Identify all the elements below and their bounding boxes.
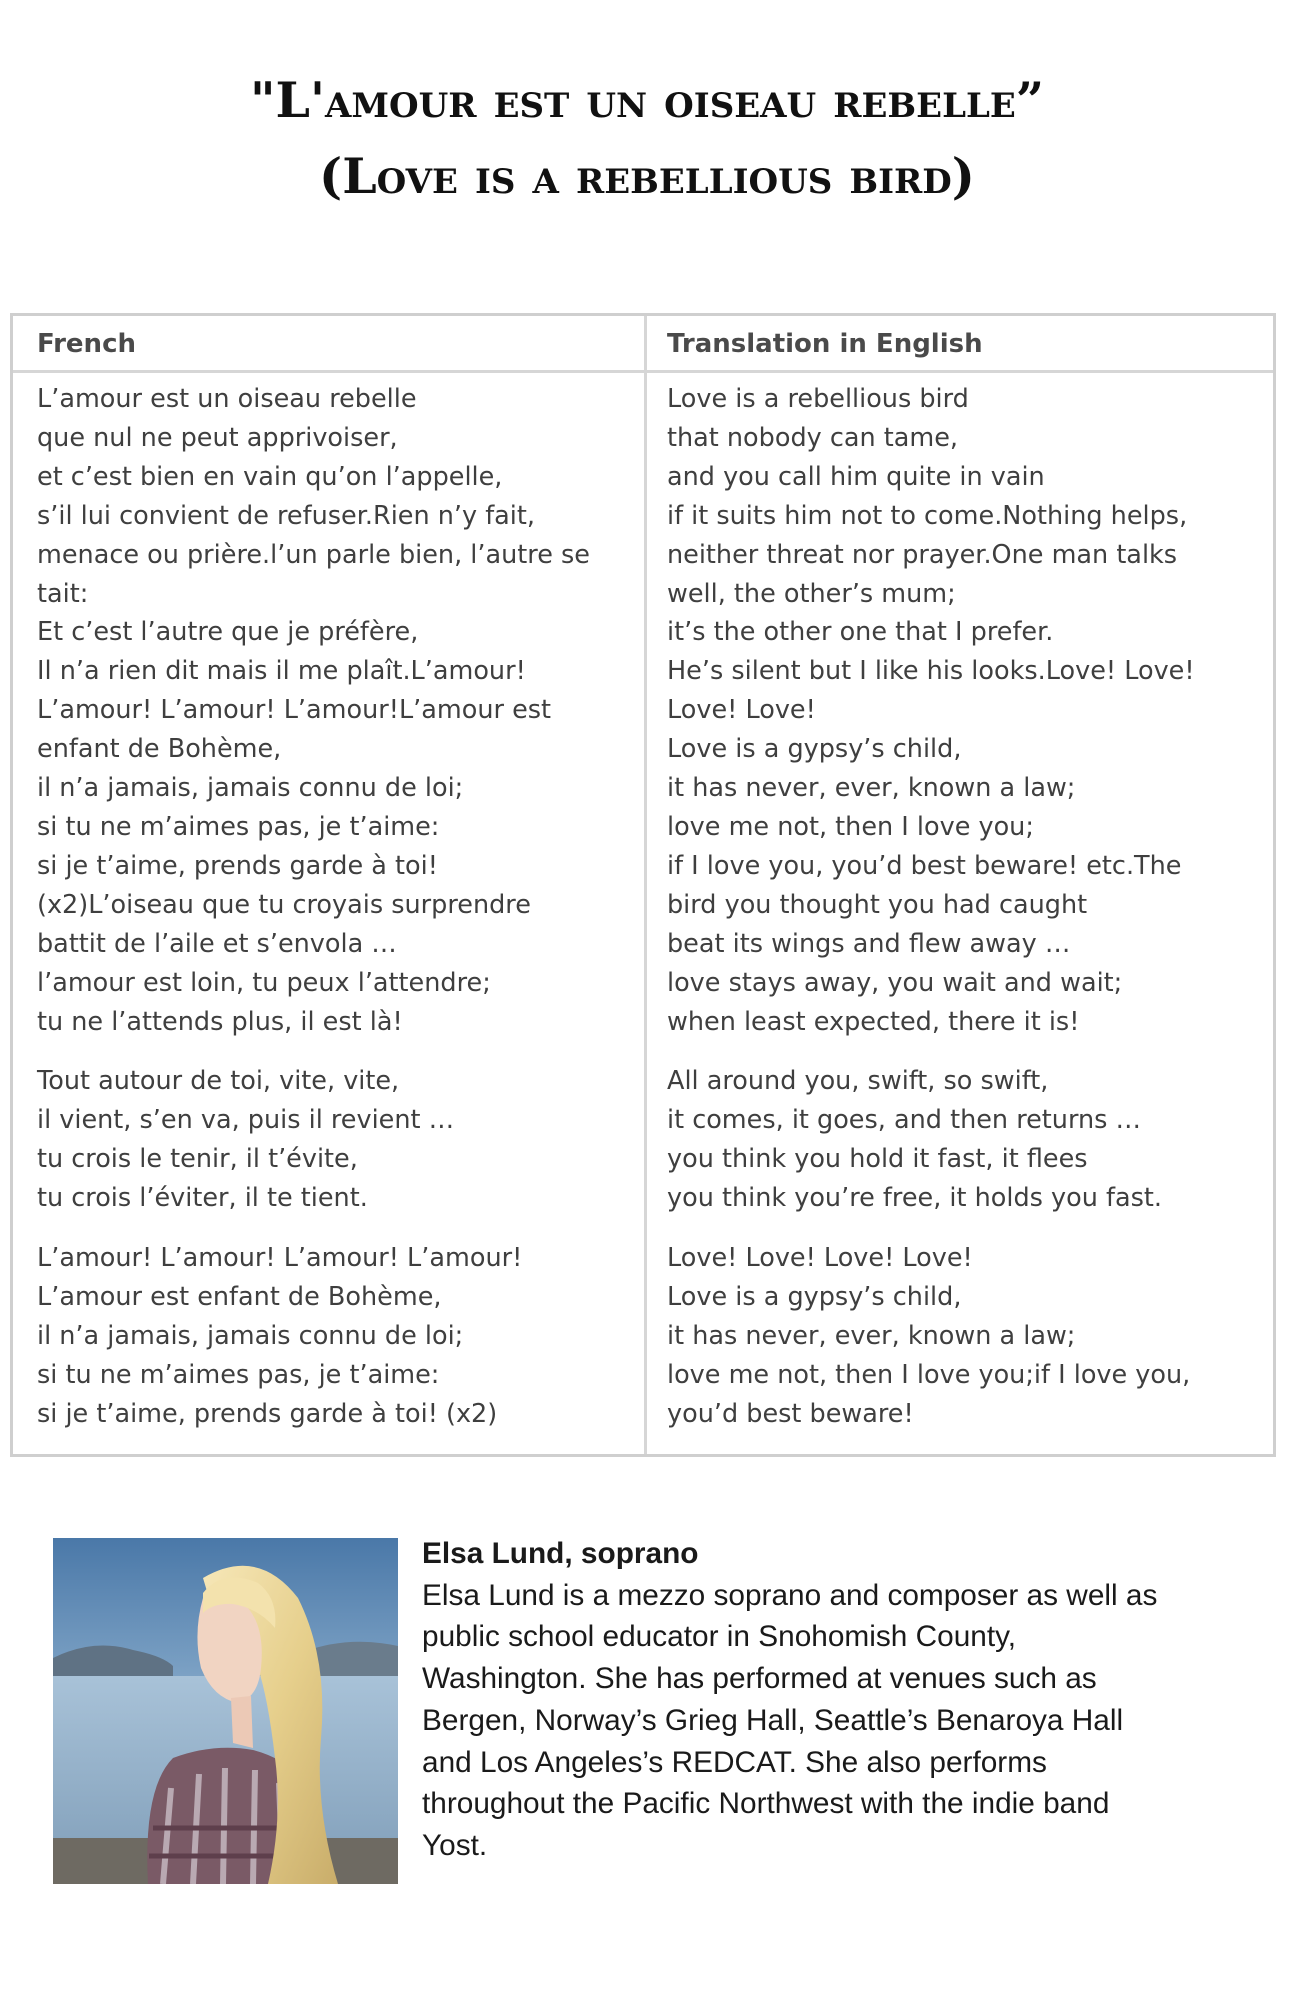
english-lyrics-column: [667, 380, 1267, 1434]
page-title: [0, 62, 1294, 214]
french-lyric-line: battit de l’aile et s’envola …: [37, 928, 397, 959]
bio-line: Washington. She has performed at venues such as: [422, 1662, 1097, 1696]
english-lyric-line: you think you’re free, it holds you fast.: [667, 1183, 1162, 1214]
english-lyric-line: it’s the other one that I prefer.: [667, 617, 1054, 648]
french-lyric-line: si tu ne m’aimes pas, je t’aime:: [37, 811, 440, 842]
french-lyric-line: L’amour est enfant de Bohème,: [37, 1281, 442, 1312]
bio-line: public school educator in Snohomish County,: [422, 1620, 1017, 1654]
english-lyric-line: Love! Love! Love! Love!: [667, 1243, 973, 1274]
english-lyric-line: love stays away, you wait and wait;: [667, 967, 1123, 998]
english-lyric-line: if it suits him not to come.Nothing helps,: [667, 500, 1188, 531]
english-lyric-line: Love is a rebellious bird: [667, 384, 969, 414]
lyrics-table: [10, 313, 1276, 1457]
bio-line: and Los Angeles’s REDCAT. She also performs: [422, 1745, 1047, 1779]
french-lyric-line: (x2)L’oiseau que tu croyais surprendre: [37, 889, 531, 920]
french-lyric-line: Et c’est l’autre que je préfère,: [37, 617, 419, 648]
french-stanza: [37, 1062, 637, 1218]
french-lyric-line: il vient, s’en va, puis il revient …: [37, 1105, 455, 1136]
french-lyric-line: tu crois le tenir, il t’évite,: [37, 1144, 358, 1175]
english-lyric-line: Love is a gypsy’s child,: [667, 734, 962, 765]
english-lyric-line: you think you hold it fast, it flees: [667, 1144, 1088, 1175]
english-column-header: Translation in English: [667, 329, 983, 359]
french-lyric-line: si je t’aime, prends garde à toi! (x2): [37, 1398, 498, 1429]
english-lyric-line: you’d best beware!: [667, 1398, 914, 1429]
english-lyric-line: bird you thought you had caught: [667, 889, 1088, 920]
french-lyric-line: l’amour est loin, tu peux l’attendre;: [37, 967, 491, 998]
column-divider: [644, 316, 647, 1454]
english-lyric-line: love me not, then I love you;if I love you,: [667, 1359, 1191, 1390]
title-line-english: (Love is a rebellious bird): [319, 147, 975, 205]
french-lyric-line: si tu ne m’aimes pas, je t’aime:: [37, 1359, 440, 1390]
performer-bio-text: [422, 1575, 1272, 1867]
bio-line: Yost.: [422, 1828, 488, 1862]
english-stanza: [667, 1239, 1267, 1434]
english-lyric-line: that nobody can tame,: [667, 422, 958, 453]
bio-line: throughout the Pacific Northwest with the indie band: [422, 1787, 1110, 1821]
french-lyric-line: L’amour! L’amour! L’amour! L’amour!: [37, 1243, 523, 1274]
english-lyric-line: love me not, then I love you;: [667, 811, 1034, 842]
french-stanza: [37, 380, 637, 1041]
french-stanza: [37, 1239, 637, 1434]
french-lyric-line: tu ne l’attends plus, il est là!: [37, 1006, 403, 1037]
french-lyric-line: tu crois l’éviter, il te tient.: [37, 1183, 368, 1214]
english-lyric-line: if I love you, you’d best beware! etc.The: [667, 850, 1182, 881]
singer-portrait-photo: [53, 1538, 398, 1884]
french-lyrics-column: [37, 380, 637, 1434]
title-line-french: "L'amour est un oiseau rebelle”: [249, 71, 1044, 129]
french-lyric-line: enfant de Bohème,: [37, 734, 282, 765]
french-lyric-line: tait:: [37, 578, 89, 609]
english-lyric-line: Love! Love!: [667, 695, 816, 726]
english-lyric-line: and you call him quite in vain: [667, 461, 1045, 492]
english-lyric-line: neither threat nor prayer.One man talks: [667, 539, 1178, 570]
french-lyric-line: menace ou prière.l’un parle bien, l’autre se: [37, 539, 590, 570]
english-lyric-line: it has never, ever, known a law;: [667, 1320, 1076, 1351]
english-lyric-line: Love is a gypsy’s child,: [667, 1281, 962, 1312]
french-lyric-line: si je t’aime, prends garde à toi!: [37, 850, 438, 881]
french-lyric-line: Tout autour de toi, vite, vite,: [37, 1066, 400, 1097]
english-lyric-line: it comes, it goes, and then returns …: [667, 1105, 1142, 1136]
header-divider: [13, 370, 1273, 373]
bio-line: Bergen, Norway’s Grieg Hall, Seattle’s Benaroya Hall: [422, 1703, 1124, 1737]
french-lyric-line: L’amour! L’amour! L’amour!L’amour est: [37, 695, 552, 726]
english-lyric-line: beat its wings and flew away …: [667, 928, 1071, 959]
french-lyric-line: L’amour est un oiseau rebelle: [37, 384, 417, 414]
french-column-header: French: [37, 329, 136, 359]
french-lyric-line: Il n’a rien dit mais il me plaît.L’amour!: [37, 656, 526, 687]
english-stanza: [667, 380, 1267, 1041]
bio-line: Elsa Lund is a mezzo soprano and composer as well as: [422, 1578, 1158, 1612]
english-lyric-line: All around you, swift, so swift,: [667, 1066, 1049, 1097]
french-lyric-line: s’il lui convient de refuser.Rien n’y fait,: [37, 500, 535, 531]
french-lyric-line: il n’a jamais, jamais connu de loi;: [37, 1320, 464, 1351]
french-lyric-line: et c’est bien en vain qu’on l’appelle,: [37, 461, 503, 492]
english-lyric-line: He’s silent but I like his looks.Love! Love!: [667, 656, 1195, 687]
french-lyric-line: il n’a jamais, jamais connu de loi;: [37, 773, 464, 804]
english-lyric-line: well, the other’s mum;: [667, 578, 956, 609]
english-lyric-line: it has never, ever, known a law;: [667, 773, 1076, 804]
french-lyric-line: que nul ne peut apprivoiser,: [37, 422, 398, 453]
performer-bio: [422, 1533, 1272, 1867]
english-stanza: [667, 1062, 1267, 1218]
performer-name: Elsa Lund, soprano: [422, 1537, 699, 1570]
english-lyric-line: when least expected, there it is!: [667, 1006, 1080, 1037]
